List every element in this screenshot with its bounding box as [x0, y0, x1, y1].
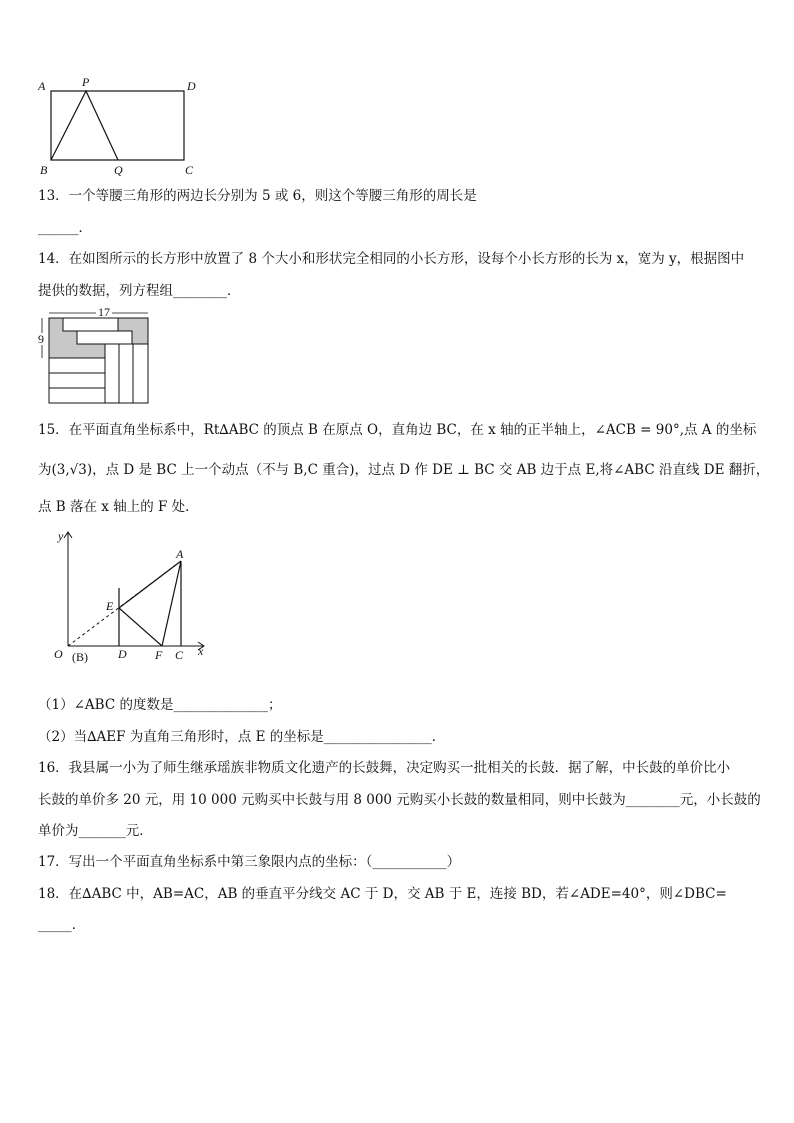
axis-y-label: y: [58, 529, 64, 543]
point-A-label: A: [176, 547, 184, 561]
point-F-label: F: [155, 648, 163, 662]
label-A: A: [38, 79, 46, 93]
point-D-label: D: [118, 647, 127, 661]
dimension-height-label: 9: [38, 332, 44, 346]
dimension-width-label: 17: [98, 307, 110, 319]
question-18-line-1: 18．在∆ABC 中，AB=AC，AB 的垂直平分线交 AC 于 D，交 AB 于 E，连接 BD，若∠ADE=40°，则∠DBC=: [38, 886, 727, 902]
coordinate-figure: [36, 528, 216, 670]
question-16-line-1: 16．我县属一小为了师生继承瑶族非物质文化遗产的长鼓舞，决定购买一批相关的长鼓．据了解，中长鼓的单价比小: [38, 760, 731, 776]
question-17-line-1: 17．写出一个平面直角坐标系中第三象限内点的坐标：（___________）: [38, 854, 461, 870]
label-Q: Q: [114, 163, 123, 177]
question-13-answer-blank: ______．: [38, 220, 92, 236]
point-C-label: C: [175, 648, 184, 662]
question-15-line-2: 为(3,√3)，点 D 是 BC 上一个动点（不与 B,C 重合)，过点 D 作 DE ⊥ BC 交 AB 边于点 E,将∠ABC 沿直线 DE 翻折，: [38, 462, 770, 478]
question-16-line-2: 长鼓的单价多 20 元，用 10 000 元购买中长鼓与用 8 000 元购买小长鼓的数量相同，则中长鼓为________元，小长鼓的: [38, 792, 761, 808]
label-P: P: [82, 76, 90, 89]
label-D: D: [187, 79, 196, 93]
small-rectangles-figure: [36, 307, 154, 405]
question-16-line-3: 单价为_______元．: [38, 823, 153, 839]
question-14-line-2: 提供的数据，列方程组________．: [38, 283, 241, 299]
point-O-label: O: [54, 647, 63, 661]
question-13-line-1: 13．一个等腰三角形的两边长分别为 5 或 6，则这个等腰三角形的周长是: [38, 188, 477, 204]
question-15-line-1: 15．在平面直角坐标系中，Rt∆ABC 的顶点 B 在原点 O，直角边 BC，在 x 轴的正半轴上，∠ACB = 90°,点 A 的坐标: [38, 422, 757, 438]
question-18-answer-blank: _____．: [38, 917, 86, 933]
rectangle-figure: [34, 76, 204, 180]
point-B-label: (B): [72, 650, 88, 664]
point-E-label: E: [106, 599, 114, 613]
label-C: C: [185, 163, 194, 177]
axis-x-label: x: [198, 644, 204, 658]
question-15-sub-1: （1）∠ABC 的度数是______________；: [38, 697, 282, 713]
label-B: B: [40, 163, 48, 177]
question-15-line-3: 点 B 落在 x 轴上的 F 处．: [38, 499, 199, 515]
question-15-sub-2: （2）当∆AEF 为直角三角形时，点 E 的坐标是________________．: [38, 729, 446, 745]
question-14-line-1: 14．在如图所示的长方形中放置了 8 个大小和形状完全相同的小长方形，设每个小长方形的长为 x，宽为 y，根据图中: [38, 251, 745, 267]
